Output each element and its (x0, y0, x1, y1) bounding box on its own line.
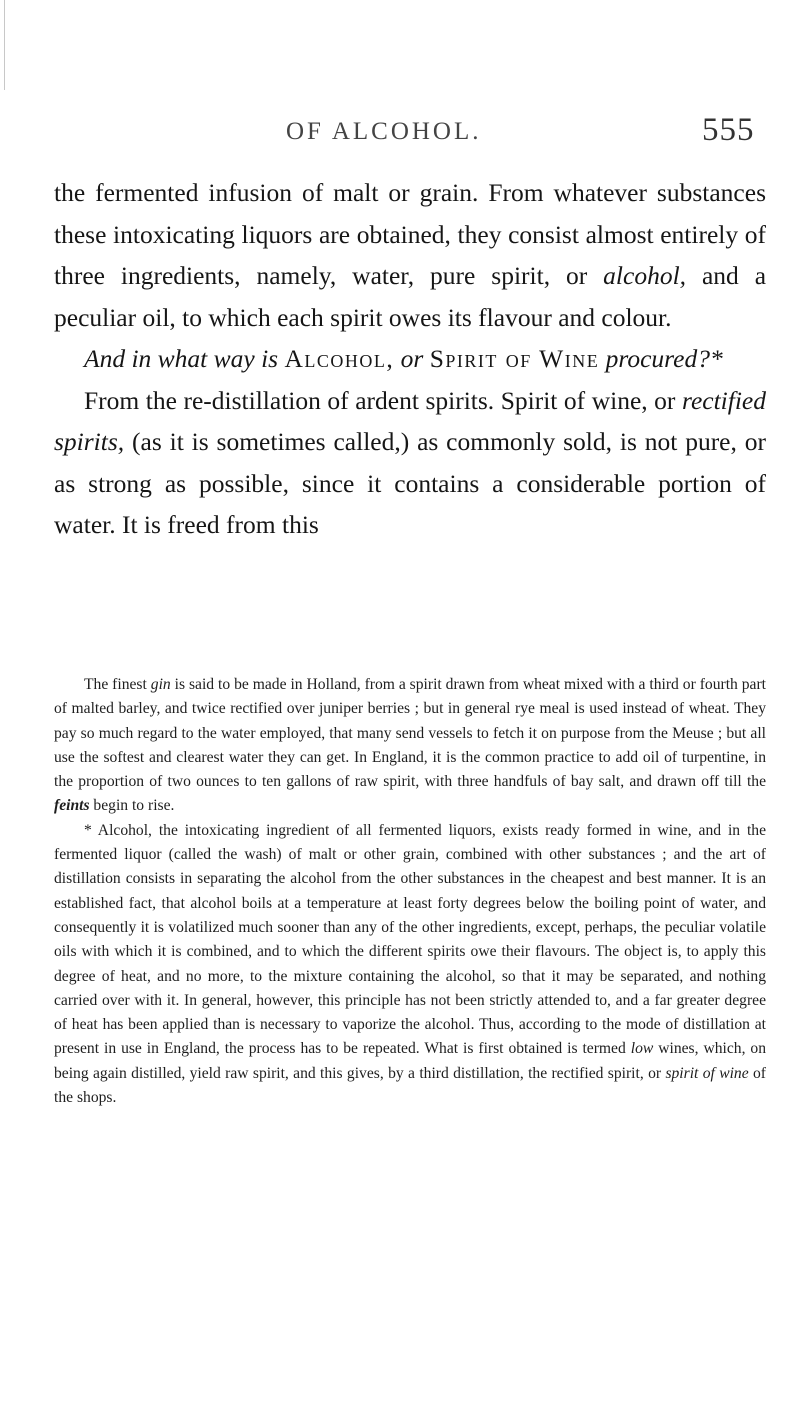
question-alcohol: Alcohol, (284, 344, 395, 373)
low-italic: low (630, 1040, 654, 1058)
spirit-of-wine-italic: spirit of wine (665, 1064, 749, 1082)
answer-start: From the re-distillation of ardent spirits. Spirit of wine, or (84, 385, 682, 415)
page-number: 555 (702, 112, 755, 148)
question-spirit-of-wine: Spirit of Wine (429, 344, 600, 373)
question-part-3: procured?* (605, 344, 723, 373)
footnote-alcohol (54, 819, 766, 1111)
footnote-gin (54, 673, 766, 819)
gin-italic: gin (150, 676, 171, 693)
answer (54, 380, 766, 546)
answer-end: (as it is sometimes called,) as commonly sold, is not pure, or as strong as possible, since it contains a considerable portion of water. It is freed from this (54, 427, 766, 539)
footnote-gin-b: is said to be made in Holland, from a spirit drawn from wheat mixed with a third or fourth part of malted barley, and twice rectified over juniper berries ; but in general rye meal is used instead of wheat. They pay so much regard to the water employed, that many send vessels to fetch it on purpose from the Meuse ; but all use the softest and clearest water they can get. In England, it is the common practice to add oil of turpentine, in the proportion of two ounces to ten gallons of raw spirit, with three handfuls of bay salt, and drawn off till the (54, 676, 767, 791)
footnote-alcohol-a: * Alcohol, the intoxicating ingredient of all fermented liquors, exists ready formed in wine, and in the fermented liquor (called the wash) of malt or other grain, combined with other substances ; and the art of distillation consists in separating the alcohol from the other substances in the cheapest and best manner. It is an established fact, that alcohol boils at a temperature at least forty degrees below the boiling point of water, and consequently it is volatilized much sooner than any of the other ingredients, except, perhaps, the peculiar volatile oils with which it is combined, and to which the different spirits owe their flavours. The object is, to apply this degree of heat, and no more, to the mixture containing the alcohol, so that it may be separated, and nothing carried over with it. In general, however, this principle has not been strictly attended to, and a far greater degree of heat has been applied than is necessary to vaporize the alcohol. Thus, according to the mode of distillation at present in use in England, the process has to be repeated. What is first obtained is termed (54, 821, 766, 1058)
main-text (54, 172, 766, 546)
footnote-gin-c: begin to rise. (89, 797, 175, 815)
question-part-2: or (400, 344, 424, 373)
rectified-spirits-italic: rectified spirits, (54, 385, 766, 456)
footnote-gin-a: The finest (84, 676, 151, 693)
question-part-1: And in what way is (84, 344, 279, 373)
paragraph-continuation (54, 172, 766, 338)
footnote-alcohol-b: wines, which, on being again distilled, yield raw spirit, and this gives, by a third distillation, the rectified spirit, or (54, 1040, 767, 1082)
paragraph-continuation-text: the fermented infusion of malt or grain. From whatever substances these intoxicating liquors are obtained, they consist almost entirely of three ingredients, namely, water, pure spirit, or (54, 178, 766, 290)
footnotes (54, 673, 766, 1110)
paragraph-continuation-end: and a peculiar oil, to which each spirit owes its flavour and colour. (54, 261, 767, 332)
page-header (0, 112, 800, 158)
page-edge-line (4, 0, 5, 90)
question (54, 338, 766, 380)
alcohol-italic: alcohol, (603, 261, 687, 290)
running-head: OF ALCOHOL. (286, 118, 482, 145)
footnote-alcohol-c: of the shops. (54, 1064, 766, 1107)
feints-italic: feints (54, 797, 90, 815)
